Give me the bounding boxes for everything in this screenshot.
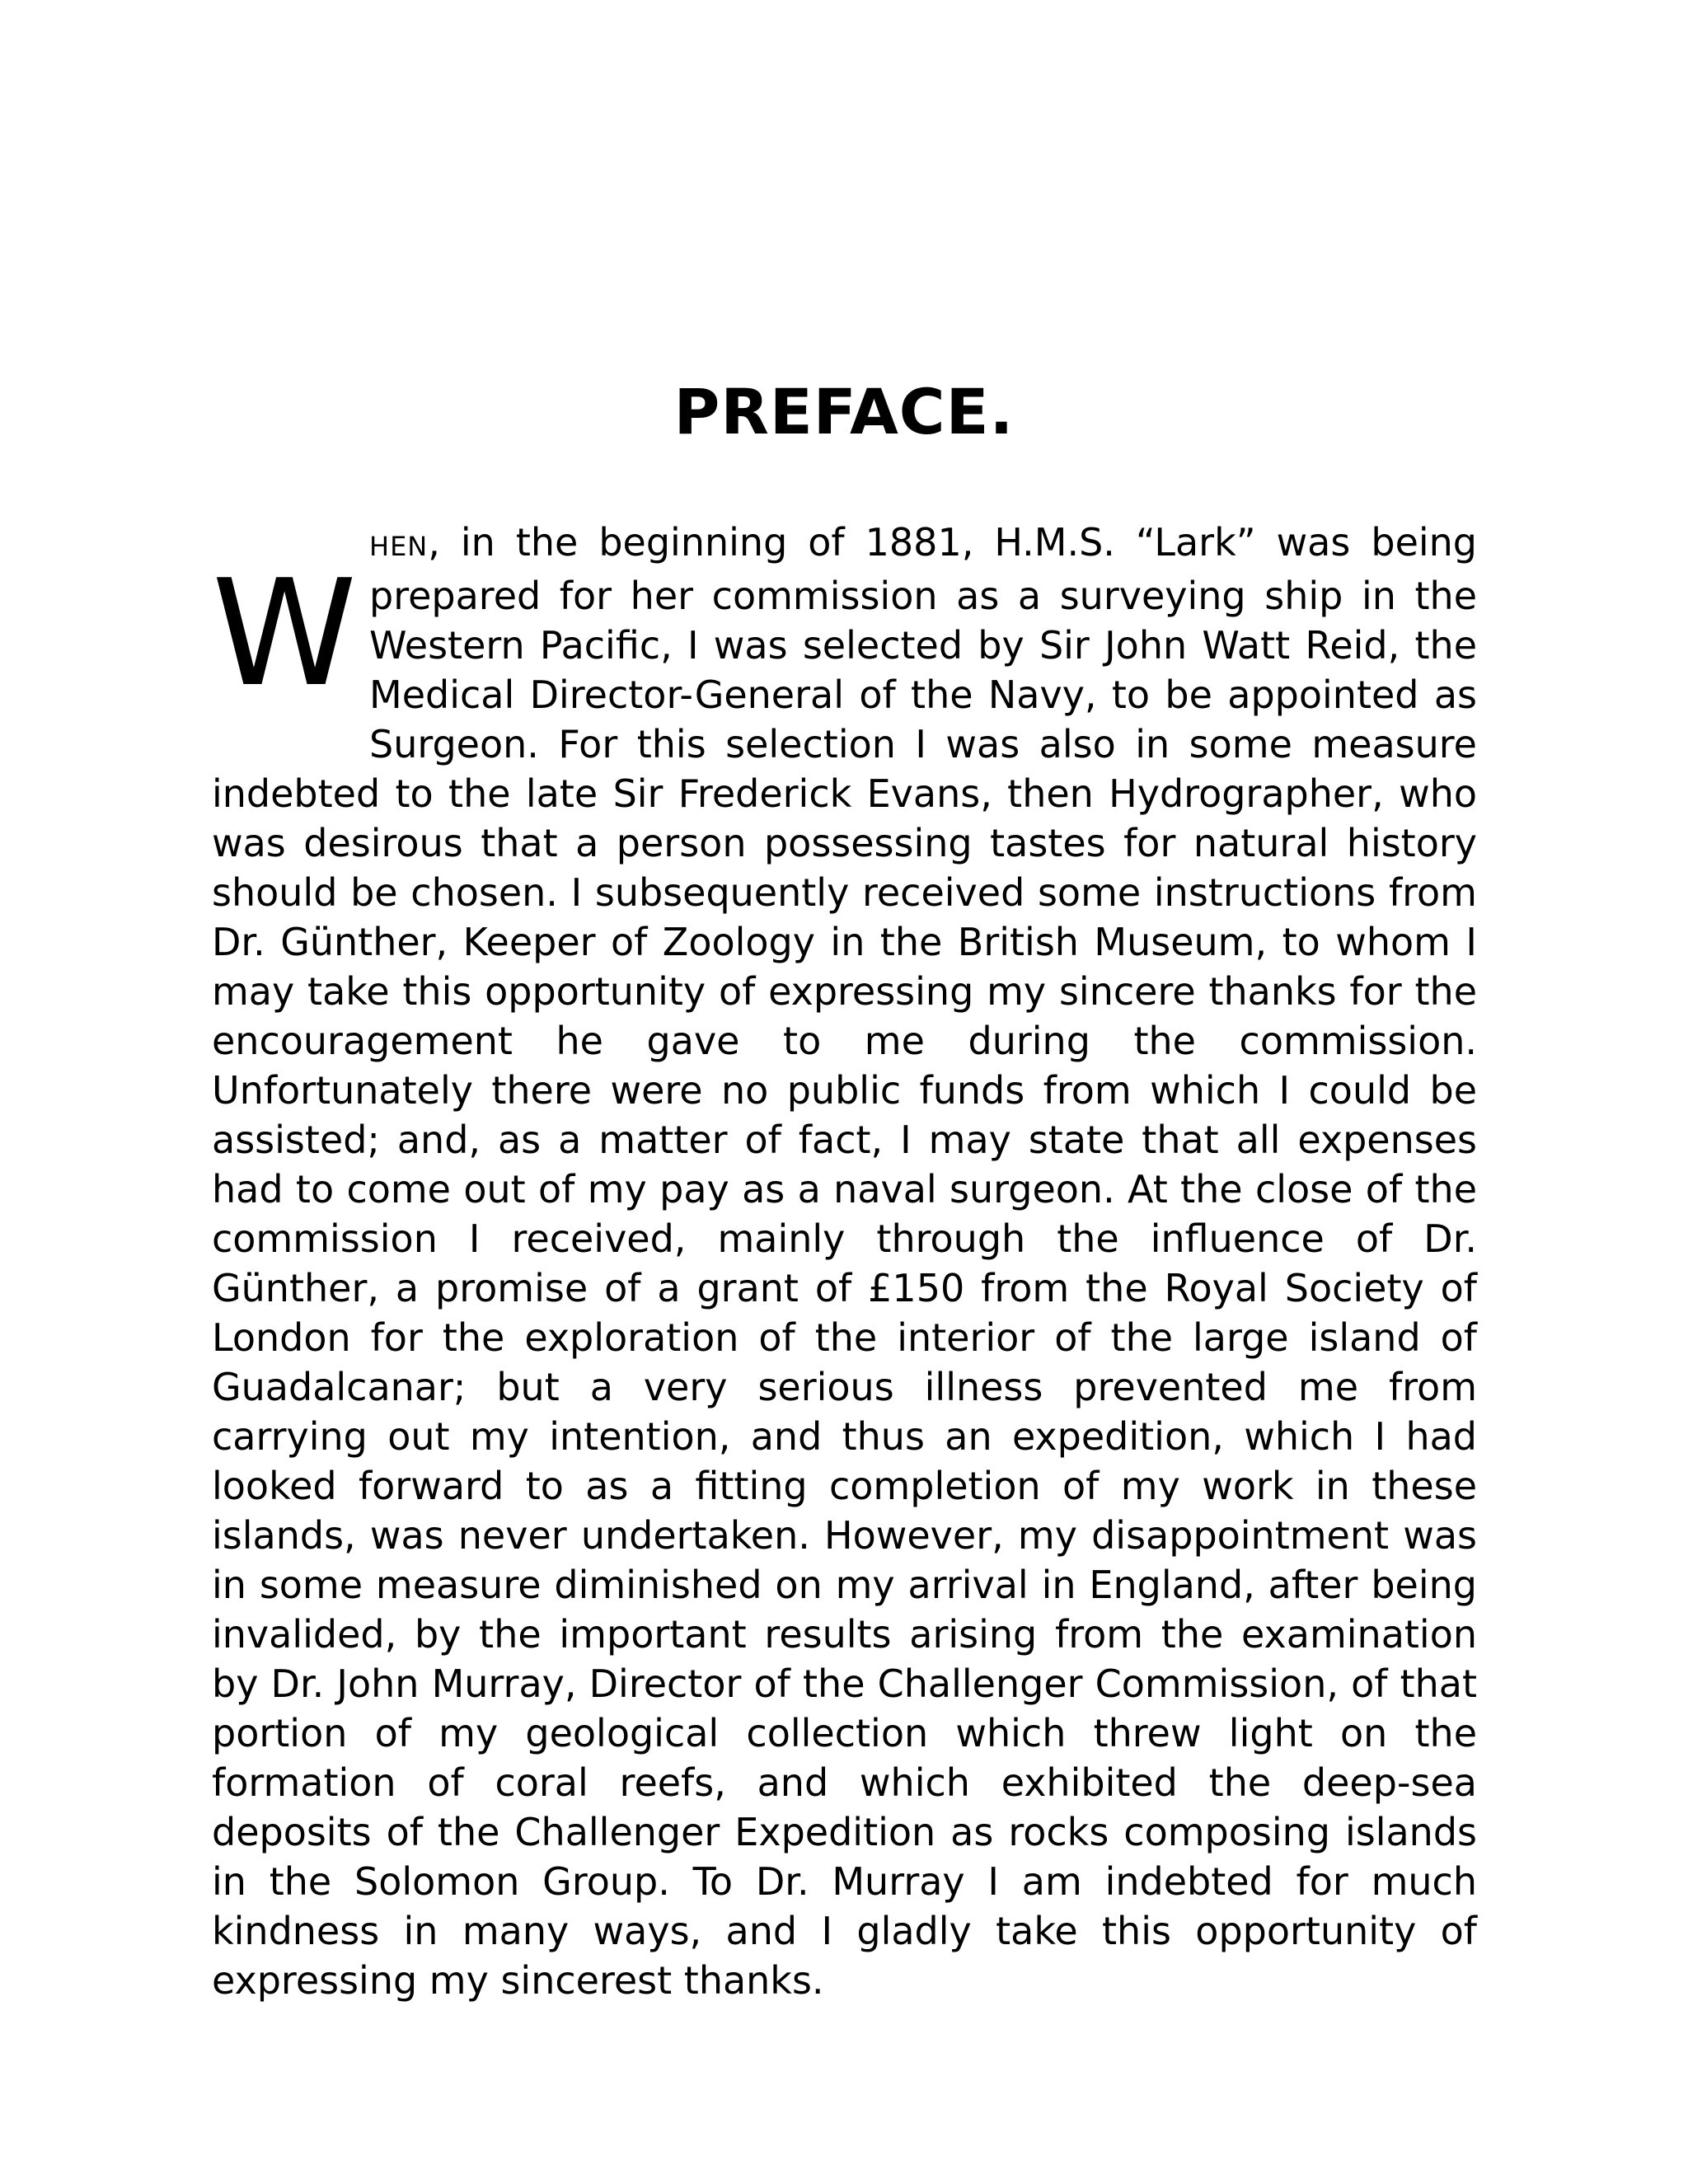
- preface-paragraph: [212, 518, 1477, 2005]
- page-title: PREFACE.: [673, 375, 1015, 448]
- drop-cap: W: [212, 548, 354, 719]
- preface-body-text: , in the beginning of 1881, H.M.S. “Lark” was being prepared for her commission as a surveying ship in the Western Pacific, I was selected by Sir John Watt Reid, the Medical Director-General of the Navy, to be appointed as Surgeon. For this selection I was also in some measure indebted to the late Sir Frederick Evans, then Hydrographer, who was desirous that a person possessing tastes for natural history should be chosen. I subsequently received some instructions from Dr. Günther, Keeper of Zoology in the British Museum, to whom I may take this opportunity of expressing my sincere thanks for the encouragement he gave to me during the commission. Unfortunately there were no public funds from which I could be assisted; and, as a matter of fact, I may state that all expenses had to come out of my pay as a naval surgeon. At the close of the commission I received, mainly through the influence of Dr. Günther, a promise of a grant of £150 from the Royal Society of London for the exploration of the interior of the large island of Guadalcanar; but a very serious illness prevented me from carrying out my intention, and thus an expedition, which I had looked forward to as a fitting completion of my work in these islands, was never undertaken. However, my disappointment was in some measure diminished on my arrival in England, after being invalided, by the important results arising from the examination by Dr. John Murray, Director of the Challenger Commission, of that portion of my geological collection which threw light on the formation of coral reefs, and which exhibited the deep-sea deposits of the Challenger Expedition as rocks composing islands in the Solomon Group. To Dr. Murray I am indebted for much kindness in many ways, and I gladly take this opportunity of expressing my sincerest thanks.: [212, 520, 1477, 2003]
- lead-word-small-caps: HEN: [369, 531, 429, 562]
